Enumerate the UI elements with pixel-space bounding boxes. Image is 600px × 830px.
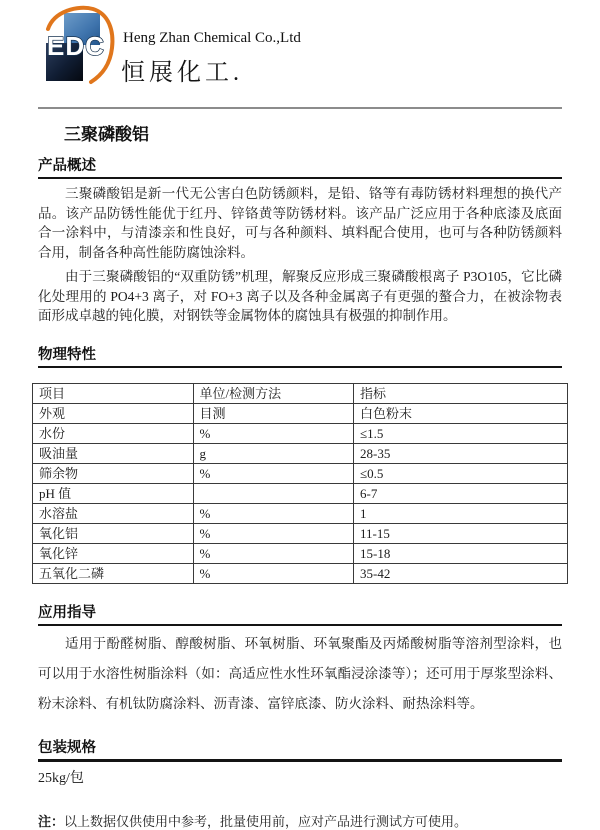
table-cell: 水溶盐	[33, 503, 194, 523]
table-cell: %	[193, 463, 354, 483]
page-header	[0, 0, 600, 107]
header-divider	[38, 107, 562, 109]
table-cell: 氧化铝	[33, 523, 194, 543]
table-cell: 筛余物	[33, 463, 194, 483]
edc-logo-graphic	[34, 5, 118, 91]
footnote-label: 注：	[38, 813, 65, 829]
logo-text: EDC	[47, 31, 105, 61]
table-row	[33, 443, 568, 463]
edc-logo	[34, 5, 118, 91]
table-row	[33, 463, 568, 483]
table-cell: 目测	[193, 403, 354, 423]
table-cell: %	[193, 543, 354, 563]
company-name-cn: 恒展化工.	[121, 60, 243, 86]
overview-paragraph-2: 由于三聚磷酸铝的“双重防锈”机理，解聚反应形成三聚磷酸根离子 P3O105，它比磷化处理用的 PO4+3 离子，对 FO+3 离子以及各种金属离子有更强的螯合力，在被涂物表面形成卓越的钝化膜，对钢铁等金属物体的腐蚀具有极强的抑制作用。	[38, 269, 562, 323]
section-heading-overview	[38, 154, 562, 179]
table-cell: 28-35	[354, 443, 568, 463]
section-heading-packaging	[38, 736, 562, 762]
table-cell: 6-7	[354, 483, 568, 503]
column-header-unit-method: 单位/检测方法	[193, 383, 354, 403]
table-cell: 1	[354, 503, 568, 523]
table-cell: pH 值	[33, 483, 194, 503]
table-cell: %	[193, 523, 354, 543]
table-cell: %	[193, 503, 354, 523]
table-cell	[193, 483, 354, 503]
table-cell: %	[193, 563, 354, 583]
table-cell: %	[193, 423, 354, 443]
table-cell: 11-15	[354, 523, 568, 543]
table-row	[33, 403, 568, 423]
table-cell: 氧化锌	[33, 543, 194, 563]
table-cell: 35-42	[354, 563, 568, 583]
table-row	[33, 543, 568, 563]
table-cell: 15-18	[354, 543, 568, 563]
table-cell: 吸油量	[33, 443, 194, 463]
company-name-en: Heng Zhan Chemical Co.,Ltd	[123, 30, 301, 46]
section-heading-physical	[38, 343, 562, 368]
table-row	[33, 563, 568, 583]
table-cell: 白色粉末	[354, 403, 568, 423]
table-row	[33, 423, 568, 443]
footnote	[38, 811, 562, 830]
packaging-spec: 25kg/包	[38, 770, 84, 786]
product-title: 三聚磷酸铝	[64, 125, 149, 144]
section-heading-label: 产品概述	[38, 158, 96, 174]
table-row	[33, 523, 568, 543]
table-cell: ≤0.5	[354, 463, 568, 483]
section-heading-label: 物理特性	[38, 346, 96, 363]
physical-table-body	[33, 403, 568, 583]
table-cell: 水份	[33, 423, 194, 443]
column-header-spec: 指标	[354, 383, 568, 403]
table-cell: 外观	[33, 403, 194, 423]
physical-properties-table	[32, 383, 568, 584]
application-paragraph: 适用于酚醛树脂、醇酸树脂、环氧树脂、环氧聚酯及丙烯酸树脂等溶剂型涂料，也可以用于水溶性树脂涂料（如：高适应性水性环氧酯浸涂漆等）；还可用于厚浆型涂料、粉末涂料、有机钛防腐涂料、沥青漆、富锌底漆、防火涂料、耐热涂料等。	[38, 635, 562, 711]
section-heading-label: 应用指导	[38, 604, 96, 621]
table-cell: g	[193, 443, 354, 463]
section-heading-label: 包装规格	[38, 739, 96, 756]
table-header-row	[33, 383, 568, 403]
section-heading-application	[38, 601, 562, 626]
table-row	[33, 503, 568, 523]
column-header-item: 项目	[33, 383, 194, 403]
footnote-text: 以上数据仅供使用中参考，批量使用前，应对产品进行测试方可使用。	[64, 813, 468, 829]
overview-paragraph-1: 三聚磷酸铝是新一代无公害白色防锈颜料，是铅、铬等有毒防锈材料理想的换代产品。该产品防锈性能优于红丹、锌铬黄等防锈材料。该产品广泛应用于各种底漆及底面合一涂料中，与清漆亲和性良好，可与各种颜料、填料配合使用，也可与各种防锈颜料合用，制备各种高性能防腐蚀涂料。	[38, 186, 562, 260]
table-cell: 五氧化二磷	[33, 563, 194, 583]
table-cell: ≤1.5	[354, 423, 568, 443]
table-row	[33, 483, 568, 503]
